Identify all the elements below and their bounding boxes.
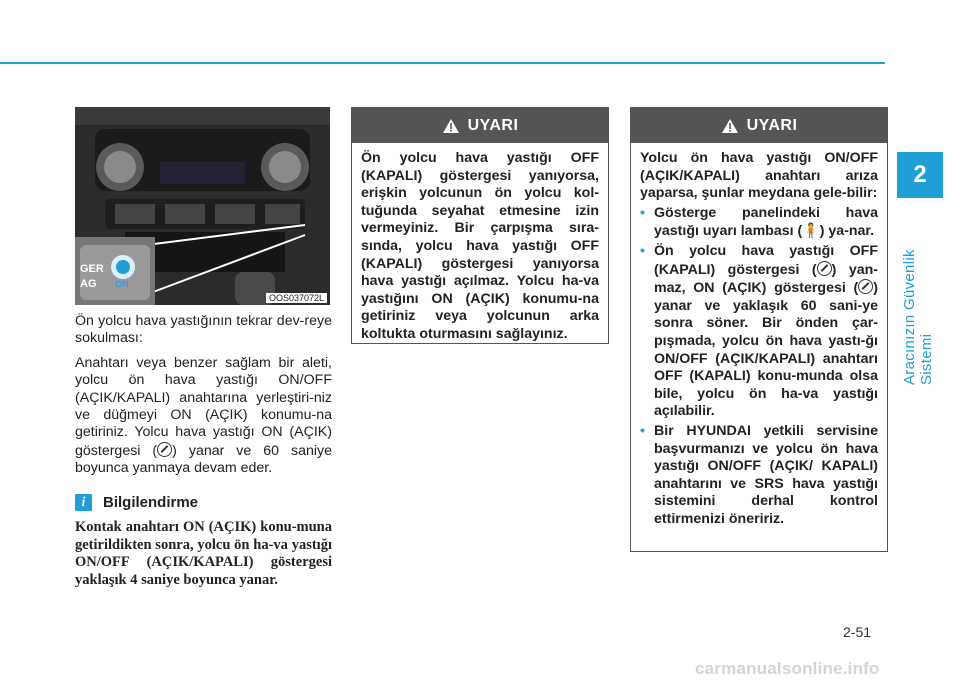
svg-text:AG: AG <box>80 278 97 290</box>
info-title: Bilgilendirme <box>103 493 199 511</box>
info-heading <box>75 494 332 511</box>
passenger-airbag-off-indicator-icon <box>817 261 832 276</box>
warning-triangle-icon <box>442 118 460 134</box>
warning-header-2 <box>631 108 887 143</box>
warning2-bullet-1 <box>640 205 878 241</box>
left-column <box>75 313 332 589</box>
paragraph-reactivate-heading: Ön yolcu hava yastığının tekrar dev-reye sokulması: <box>75 313 332 347</box>
chapter-number-tab: 2 <box>897 152 943 198</box>
steps-text-b: ) yanar ve 60 saniye boyunca yanmaya devam eder. <box>75 442 333 477</box>
warning-body-1: Ön yolcu hava yastığı OFF (KAPALI) göstergesi yanıyorsa, erişkin yolcunun ön yolcu kol-tuğunda seyahat etmesine izin vermeyiniz. Bir çarpışma sıra-sında, yolcu hava yastığı OFF (KAPALI) göstergesi yanıyorsa hava yastığı açılmaz. Yolcu ha-va yastığını ON (AÇIK) konumu-na getiriniz veya yolcunun arka koltukta oturmasını sağlayınız. <box>361 150 599 342</box>
warning-box-1 <box>351 107 609 344</box>
warning-header-1 <box>352 108 608 143</box>
paragraph-reactivate-steps <box>75 355 332 478</box>
figure-code: OOS037072L <box>266 293 327 303</box>
bullet1-text-b: ) ya-nar. <box>819 223 875 240</box>
airbag-warning-lamp-icon: 🧍 <box>802 222 820 239</box>
warning2-bullet-2 <box>640 243 878 421</box>
bullet2-text-a: Ön yolcu hava yastığı OFF (KAPALI) göstergesi ( <box>654 242 878 278</box>
warning-title-2: UYARI <box>746 116 798 134</box>
warning-title-1: UYARI <box>467 116 519 134</box>
info-body: Kontak anahtarı ON (AÇIK) konu-muna getirildikten sonra, yolcu ön ha-va yastığı ON/OFF (AÇIK/KAPALI) göstergesi yaklaşık 4 saniye boyunca yanar. <box>75 519 332 588</box>
warning-body-2 <box>631 143 887 536</box>
header-rule <box>0 62 885 64</box>
steps-text-a: Anahtarı veya benzer sağlam bir aleti, yolcu ön hava yastığı ON/OFF (AÇIK/KAPALI) anahtarına yerleştiri-niz ve düğmeyi ON (AÇIK) konumu-na getiriniz. Yolcu hava yastığı ON (AÇIK) göstergesi ( <box>75 354 332 459</box>
svg-text:GER: GER <box>80 263 104 275</box>
info-icon: i <box>75 494 92 511</box>
warning-box-2 <box>630 107 888 552</box>
page-number: 2-51 <box>843 624 872 640</box>
warning-triangle-icon <box>721 118 739 134</box>
airbag-switch-photo <box>75 107 330 305</box>
warning2-intro: Yolcu ön hava yastığı ON/OFF (AÇIK/KAPALI) anahtarı arıza yaparsa, şunlar meydana gele-bilir: <box>640 150 878 202</box>
bullet2-text-c: ) yanar ve yaklaşık 60 sani-ye sonra söner. Bir önden çar-pışmada, yolcu ön hava yastı-ğı ON/OFF (AÇIK/KAPALI) anahtarı OFF (KAPALI) konu-munda olsa bile, yolcu ön ha-va yastığı açılabilir. <box>654 280 878 420</box>
warning2-list <box>640 205 878 529</box>
svg-text:ON: ON <box>115 279 129 289</box>
chapter-title: Aracınızın Güvenlik Sistemi <box>901 249 935 385</box>
dashboard-illustration <box>75 107 330 305</box>
passenger-airbag-on-indicator-icon <box>157 442 172 457</box>
bullet2-text-b: ) yan-maz, ON (AÇIK) göstergesi ( <box>654 261 878 297</box>
watermark: carmanualsonline.info <box>695 659 880 678</box>
passenger-airbag-on-indicator-icon <box>858 279 873 294</box>
warning2-bullet-3: • Bir HYUNDAI yetkili servisine başvurmanızı ve yolcu ön hava yastığı ON/OFF (AÇIK/ KAPALI) anahtarını ve SRS hava yastığı sistemini derhal kontrol ettirmenizi öneririz. <box>640 423 878 529</box>
bullet1-text-a: Gösterge panelindeki hava yastığı uyarı lambası ( <box>654 204 878 240</box>
